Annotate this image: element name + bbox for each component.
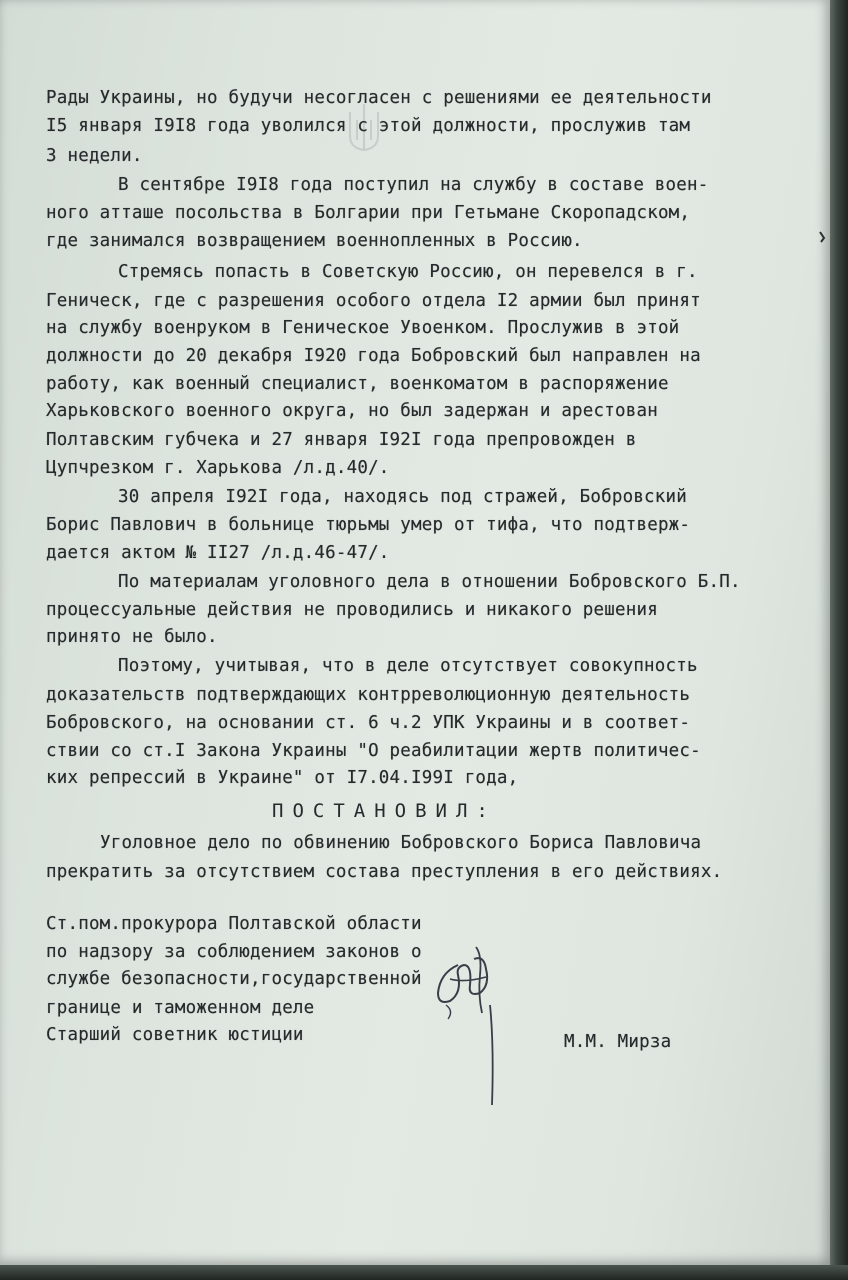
body-line: ких репрессий в Украине" от I7.04.I99I года, (46, 768, 519, 788)
resolution-heading: ПОСТАНОВИЛ: (272, 800, 497, 822)
body-line: I5 января I9I8 года уволился с этой должности, прослужив там (46, 116, 691, 136)
body-line: 30 апреля I92I года, находясь под стражей, Бобровский (118, 487, 688, 507)
signature-title-line: службе безопасности,государственной (46, 969, 422, 989)
body-line: Харьковского военного округа, но был задержан и арестован (46, 401, 658, 421)
body-line: на службу военруком в Геническое Увоенком. Прослужив в этой (46, 318, 680, 338)
body-line: Бобровского, на основании ст. 6 ч.2 УПК Украины и в соответ- (46, 713, 691, 733)
ink-mark-icon (818, 230, 828, 244)
body-line: ствии со ст.I Закона Украины "О реабилитации жертв политичес- (46, 741, 701, 761)
signature-title-line: границе и таможенном деле (46, 998, 315, 1018)
body-line: По материалам уголовного дела в отношении Бобровского Б.П. (118, 572, 741, 592)
signature-title-line: Ст.пом.прокурора Полтавской области (46, 914, 422, 934)
signature-title-line: по надзору за соблюдением законов о (46, 942, 422, 962)
body-line: 3 недели. (46, 146, 143, 166)
body-line: Полтавским губчека и 27 января I92I года препровожден в (46, 430, 637, 450)
handwritten-signature-icon (428, 935, 508, 1115)
body-line: процессуальные действия не проводились и никакого решения (46, 600, 658, 620)
body-line: Борис Павлович в больнице тюрьмы умер от тифа, что подтверж- (46, 515, 691, 535)
scan-edge-bottom (0, 1265, 848, 1280)
body-line: дается актом № II27 /л.д.46-47/. (46, 543, 390, 563)
signature-title-line: Старший советник юстиции (46, 1025, 304, 1045)
resolution-line: Уголовное дело по обвинению Бобровского Бориса Павловича (100, 833, 702, 853)
body-line: Стремясь попасть в Советскую Россию, он перевелся в г. (118, 262, 698, 282)
body-line: принято не было. (46, 627, 218, 647)
scan-edge-right (830, 0, 848, 1280)
body-line: Цупчрезком г. Харькова /л.д.40/. (46, 458, 390, 478)
signer-name: М.М. Мирза (564, 1032, 672, 1052)
body-line: где занимался возвращением военнопленных в Россию. (46, 231, 583, 251)
body-line: ного атташе посольства в Болгарии при Гетьмане Скоропадском, (46, 203, 691, 223)
body-line: Поэтому, учитывая, что в деле отсутствует совокупность (118, 656, 698, 676)
body-line: доказательств подтверждающих контрреволюционную деятельность (46, 685, 691, 705)
body-line: Рады Украины, но будучи несогласен с решениями ее деятельности (46, 88, 712, 108)
resolution-line: прекратить за отсутствием состава преступления в его действиях. (46, 862, 723, 882)
body-line: работу, как военный специалист, военкоматом в распоряжение (46, 374, 669, 394)
body-line: Геническ, где с разрешения особого отдела I2 армии был принят (46, 291, 701, 311)
body-line: В сентябре I9I8 года поступил на службу в составе воен- (118, 175, 709, 195)
body-line: должности до 20 декабря I920 года Бобровский был направлен на (46, 346, 701, 366)
